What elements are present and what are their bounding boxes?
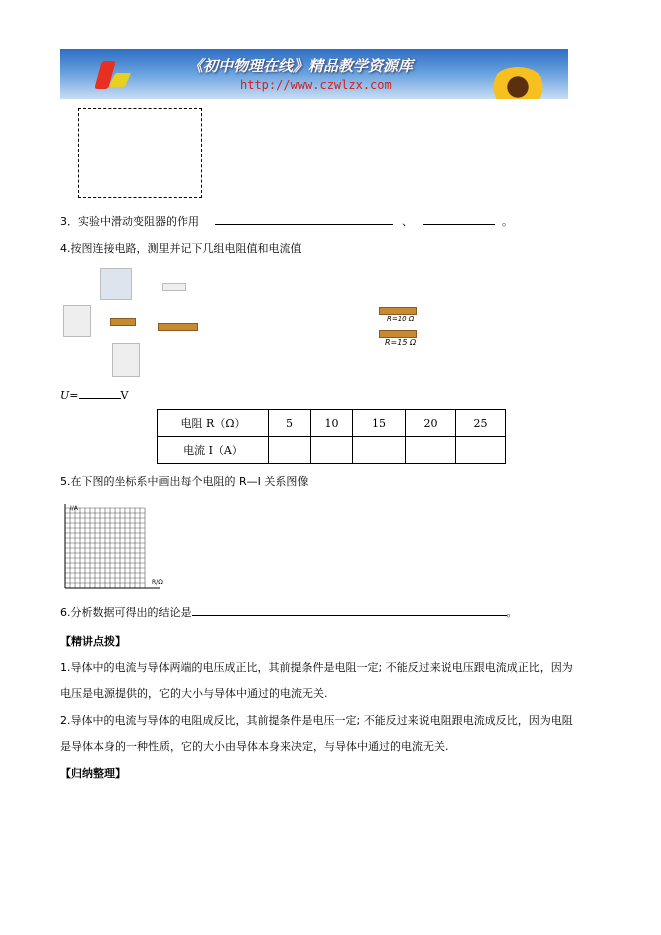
current-cell[interactable] (311, 437, 353, 464)
question-6 (60, 604, 518, 620)
resistor-10-icon (379, 307, 417, 315)
resistance-value: 15 (353, 410, 406, 437)
section-heading: 【归纳整理】 (60, 767, 126, 780)
switch-icon (162, 283, 186, 291)
data-table (157, 409, 506, 464)
resistance-value: 25 (456, 410, 506, 437)
voltmeter-icon (112, 343, 140, 377)
resistor-15-icon (379, 330, 417, 338)
q3-sep: 、 (402, 215, 413, 228)
row-header-resistance: 电阻 R（Ω） (158, 410, 269, 437)
banner (60, 49, 568, 99)
q4-text: 4.按图连接电路，测里并记下几组电阻值和电流值 (60, 242, 302, 255)
row-header-current: 电流 I（A） (158, 437, 269, 464)
q3-text: 3．实验中滑动变阻器的作用 (60, 215, 199, 228)
resistance-value: 20 (406, 410, 456, 437)
x-axis-label: R/Ω (152, 579, 163, 586)
section-heading: 【精讲点拨】 (60, 635, 126, 648)
current-cell[interactable] (456, 437, 506, 464)
current-cell[interactable] (353, 437, 406, 464)
battery-icon (100, 268, 132, 300)
current-cell[interactable] (406, 437, 456, 464)
rheostat-icon (158, 323, 198, 331)
q3-blank-2[interactable] (423, 224, 495, 225)
q5-text: 5.在下图的坐标系中画出每个电阻的 R—I 关系图像 (60, 475, 309, 488)
ammeter-icon (63, 305, 91, 337)
drawing-box (78, 108, 202, 198)
table-row (158, 410, 506, 437)
y-axis-label: I/A (70, 505, 78, 512)
question-3 (60, 213, 513, 229)
banner-title: 《初中物理在线》精品教学资源库 (188, 57, 414, 75)
voltage-blank[interactable] (79, 398, 121, 399)
resistance-value: 10 (311, 410, 353, 437)
paragraph-1-line-2: 电压是电源提供的，它的大小与导体中通过的电流无关. (60, 687, 328, 700)
q6-end: 。 (506, 606, 518, 619)
voltage-prefix: U= (60, 389, 79, 402)
q3-blank-1[interactable] (215, 224, 393, 225)
q3-end: 。 (502, 215, 513, 228)
resistor-15-label: R=15 Ω (385, 338, 417, 347)
resistor-icon (110, 318, 136, 326)
paragraph-1-line-1: 1.导体中的电流与导体两端的电压成正比，其前提条件是电阻一定; 不能反过来说电压跟电流成正比，因为 (60, 661, 573, 674)
voltage-unit: V (120, 389, 129, 402)
sunflower-icon (490, 67, 546, 99)
logo-accent-icon (109, 73, 132, 87)
paragraph-2-line-1: 2.导体中的电流与导体的电阻成反比，其前提条件是电压一定; 不能反过来说电阻跟电流成反比，因为电阻 (60, 714, 573, 727)
q6-blank[interactable] (192, 615, 507, 616)
voltage-line (60, 389, 128, 402)
current-cell[interactable] (269, 437, 311, 464)
banner-url: http://www.czwlzx.com (240, 78, 392, 92)
resistance-value: 5 (269, 410, 311, 437)
resistor-10-label: R=10 Ω (387, 315, 415, 323)
q6-text: 6.分析数据可得出的结论是 (60, 606, 192, 619)
table-row (158, 437, 506, 464)
coordinate-grid (60, 500, 170, 595)
paragraph-2-line-2: 是导体本身的一种性质，它的大小由导体本身来决定，与导体中通过的电流无关. (60, 740, 449, 753)
